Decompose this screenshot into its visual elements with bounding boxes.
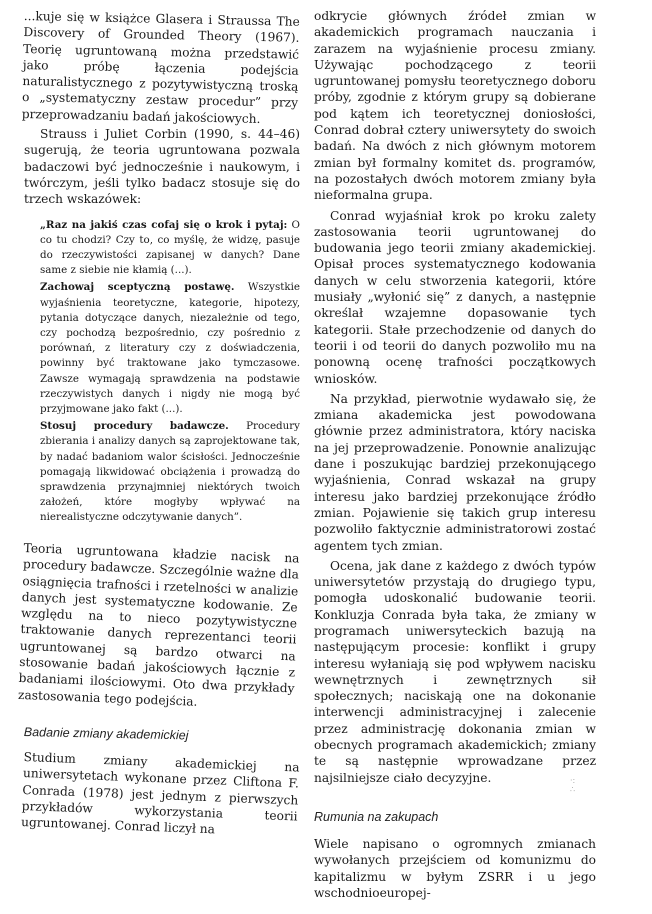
quote-text: Procedury zbierania i analizy danych są zaprojektowane tak, by nadać badaniom walor ścisłości. Jednocześnie pomagają likwidować obciążenia i prowadzą do sprawdzenia przynajmniej niektórych twoich założeń, które mogłyby wpływać na nierealistyczne odczytywanie danych”. <box>40 420 300 524</box>
quote-lead: Stosuj procedury badawcze. <box>40 420 229 433</box>
paragraph: Conrad wyjaśniał krok po kroku zalety zastosowania teorii ugruntowanej do budowania jego teorii zmiany akademickiej. Opisał proces systematycznego kodowania danych w celu stworzenia kategorii, które musiały „wyłonić się” z danych, a następnie określał wzajemne dopasowanie tych kategorii. Stałe przechodzenie od danych do teorii i od teorii do danych pozwoliło mu na ponowną ocenę trafności początkowych wniosków. <box>314 208 596 386</box>
quote-text: O co tu chodzi? Czy to, co myślę, że widzę, pasuje do rzeczywistości zapisanej w danych? Dane same z siebie nie kłamią (...). <box>40 218 300 277</box>
right-column <box>314 8 596 901</box>
section-heading: Badanie zmiany akademickiej <box>23 724 189 743</box>
left-column <box>17 8 300 837</box>
paragraph: Na przykład, pierwotnie wydawało się, że zmiana akademicka jest powodowana głównie przez administratora, który naciska na jej przeprowadzenie. Ponownie analizując dane i poszukując bardziej przekonującego wyjaśnienia, Conrad wskazał na grupy interesu jako bardziej przekonujące źródło zmian. Pojawienie się takich grup interesu pozwoliło faktycznie administratorowi zostać agentem tych zmian. <box>314 391 596 553</box>
quote-text: Wszystkie wyjaśnienia teoretyczne, kategorie, hipotezy, pytania dotyczące danych, niezależnie od tego, czy pochodzą bezpośrednio, czy pośrednio z porównań, z literatury czy z doświadczenia, powinny być traktowane jako tymczasowe. Zawsze wymagają sprawdzenia na podstawie rzeczywistych danych i nigdy nie mogą być przyjmowane jako fakt (...). <box>40 281 300 415</box>
block-quote <box>40 218 300 526</box>
paragraph: Studium zmiany akademickiej na uniwersytetach wykonane przez Cliftona F. Conrada (1978) jest jednym z pierwszych przykładów wykorzystania teorii ugruntowanej. Conrad liczył na <box>20 749 300 837</box>
paragraph: Ocena, jak dane z każdego z dwóch typów uniwersytetów przystają do drugiego typu, pomogła udoskonalić budowanie teorii. Konkluzja Conrada była taka, że zmiany w programach uniwersyteckich bazują na następującym procesie: konflikt i grupy interesu wyłaniają się pod wpływem nacisku wewnętrznych i zewnętrznych sił społecznych; naciskają one na dokonanie interwencji administracyjnej i zalecenie przez administrację dokonania zmian w obecnych programach akademickich; zmiany te są następnie wprowadzane przez najsilniejsze ciało decyzyjne. <box>314 558 596 785</box>
section-heading: Rumunia na zakupach <box>314 809 439 824</box>
quote-lead: „Raz na jakiś czas cofaj się o krok i pytaj: <box>40 218 288 231</box>
paragraph: Strauss i Juliet Corbin (1990, s. 44–46) sugerują, że teoria ugruntowana pozwala badaczowi być jednocześnie i naukowym, i twórczym, jeśli tylko badacz stosuje się do trzech wskazówek: <box>24 127 300 207</box>
paragraph: Wiele napisano o ogromnych zmianach wywołanych przejściem od komunizmu do kapitalizmu w byłym ZSRR i u jego wschodnioeuropej- <box>314 836 596 900</box>
paragraph: ...kuje się w książce Glasera i Straussa The Discovery of Grounded Theory (1967). Teorię ugruntowaną można przedstawić jako próbę łączenia podejścia naturalistycznego z pozytywistyczną troską o „systematyczny zestaw procedur” przy przeprowadzaniu badań jakościowych. <box>21 8 300 126</box>
scan-artifact: ·: ∴ <box>570 776 576 794</box>
quote-lead: Zachowaj sceptyczną postawę. <box>40 281 235 294</box>
paragraph: Teoria ugruntowana kładzie nacisk na procedury badawcze. Szczególnie ważne dla osiągnięcia trafności i rzetelności w analizie danych jest systematyczne kodowanie. Ze względu na to nieco pozytywistyczne traktowanie danych reprezentanci teorii ugruntowanej są bardzo otwarci na stosowanie badań jakościowych łącznie z badaniami ilościowymi. Oto dwa przykłady zastosowania tego podejścia. <box>17 540 300 709</box>
paragraph: odkrycie głównych źródeł zmian w akademickich programach nauczania i zarazem na wyjaśnienie procesu zmiany. Używając pochodzącego z teorii ugruntowanej pomysłu teoretycznego doboru próby, zgodnie z którym grupy są dobierane pod kątem ich teoretycznej doniosłości, Conrad dobrał cztery uniwersytety do swoich badań. Na dwóch z nich głównym motorem zmian był formalny komitet ds. programów, na pozostałych dwóch motorem zmiany była nieformalna grupa. <box>314 9 596 203</box>
